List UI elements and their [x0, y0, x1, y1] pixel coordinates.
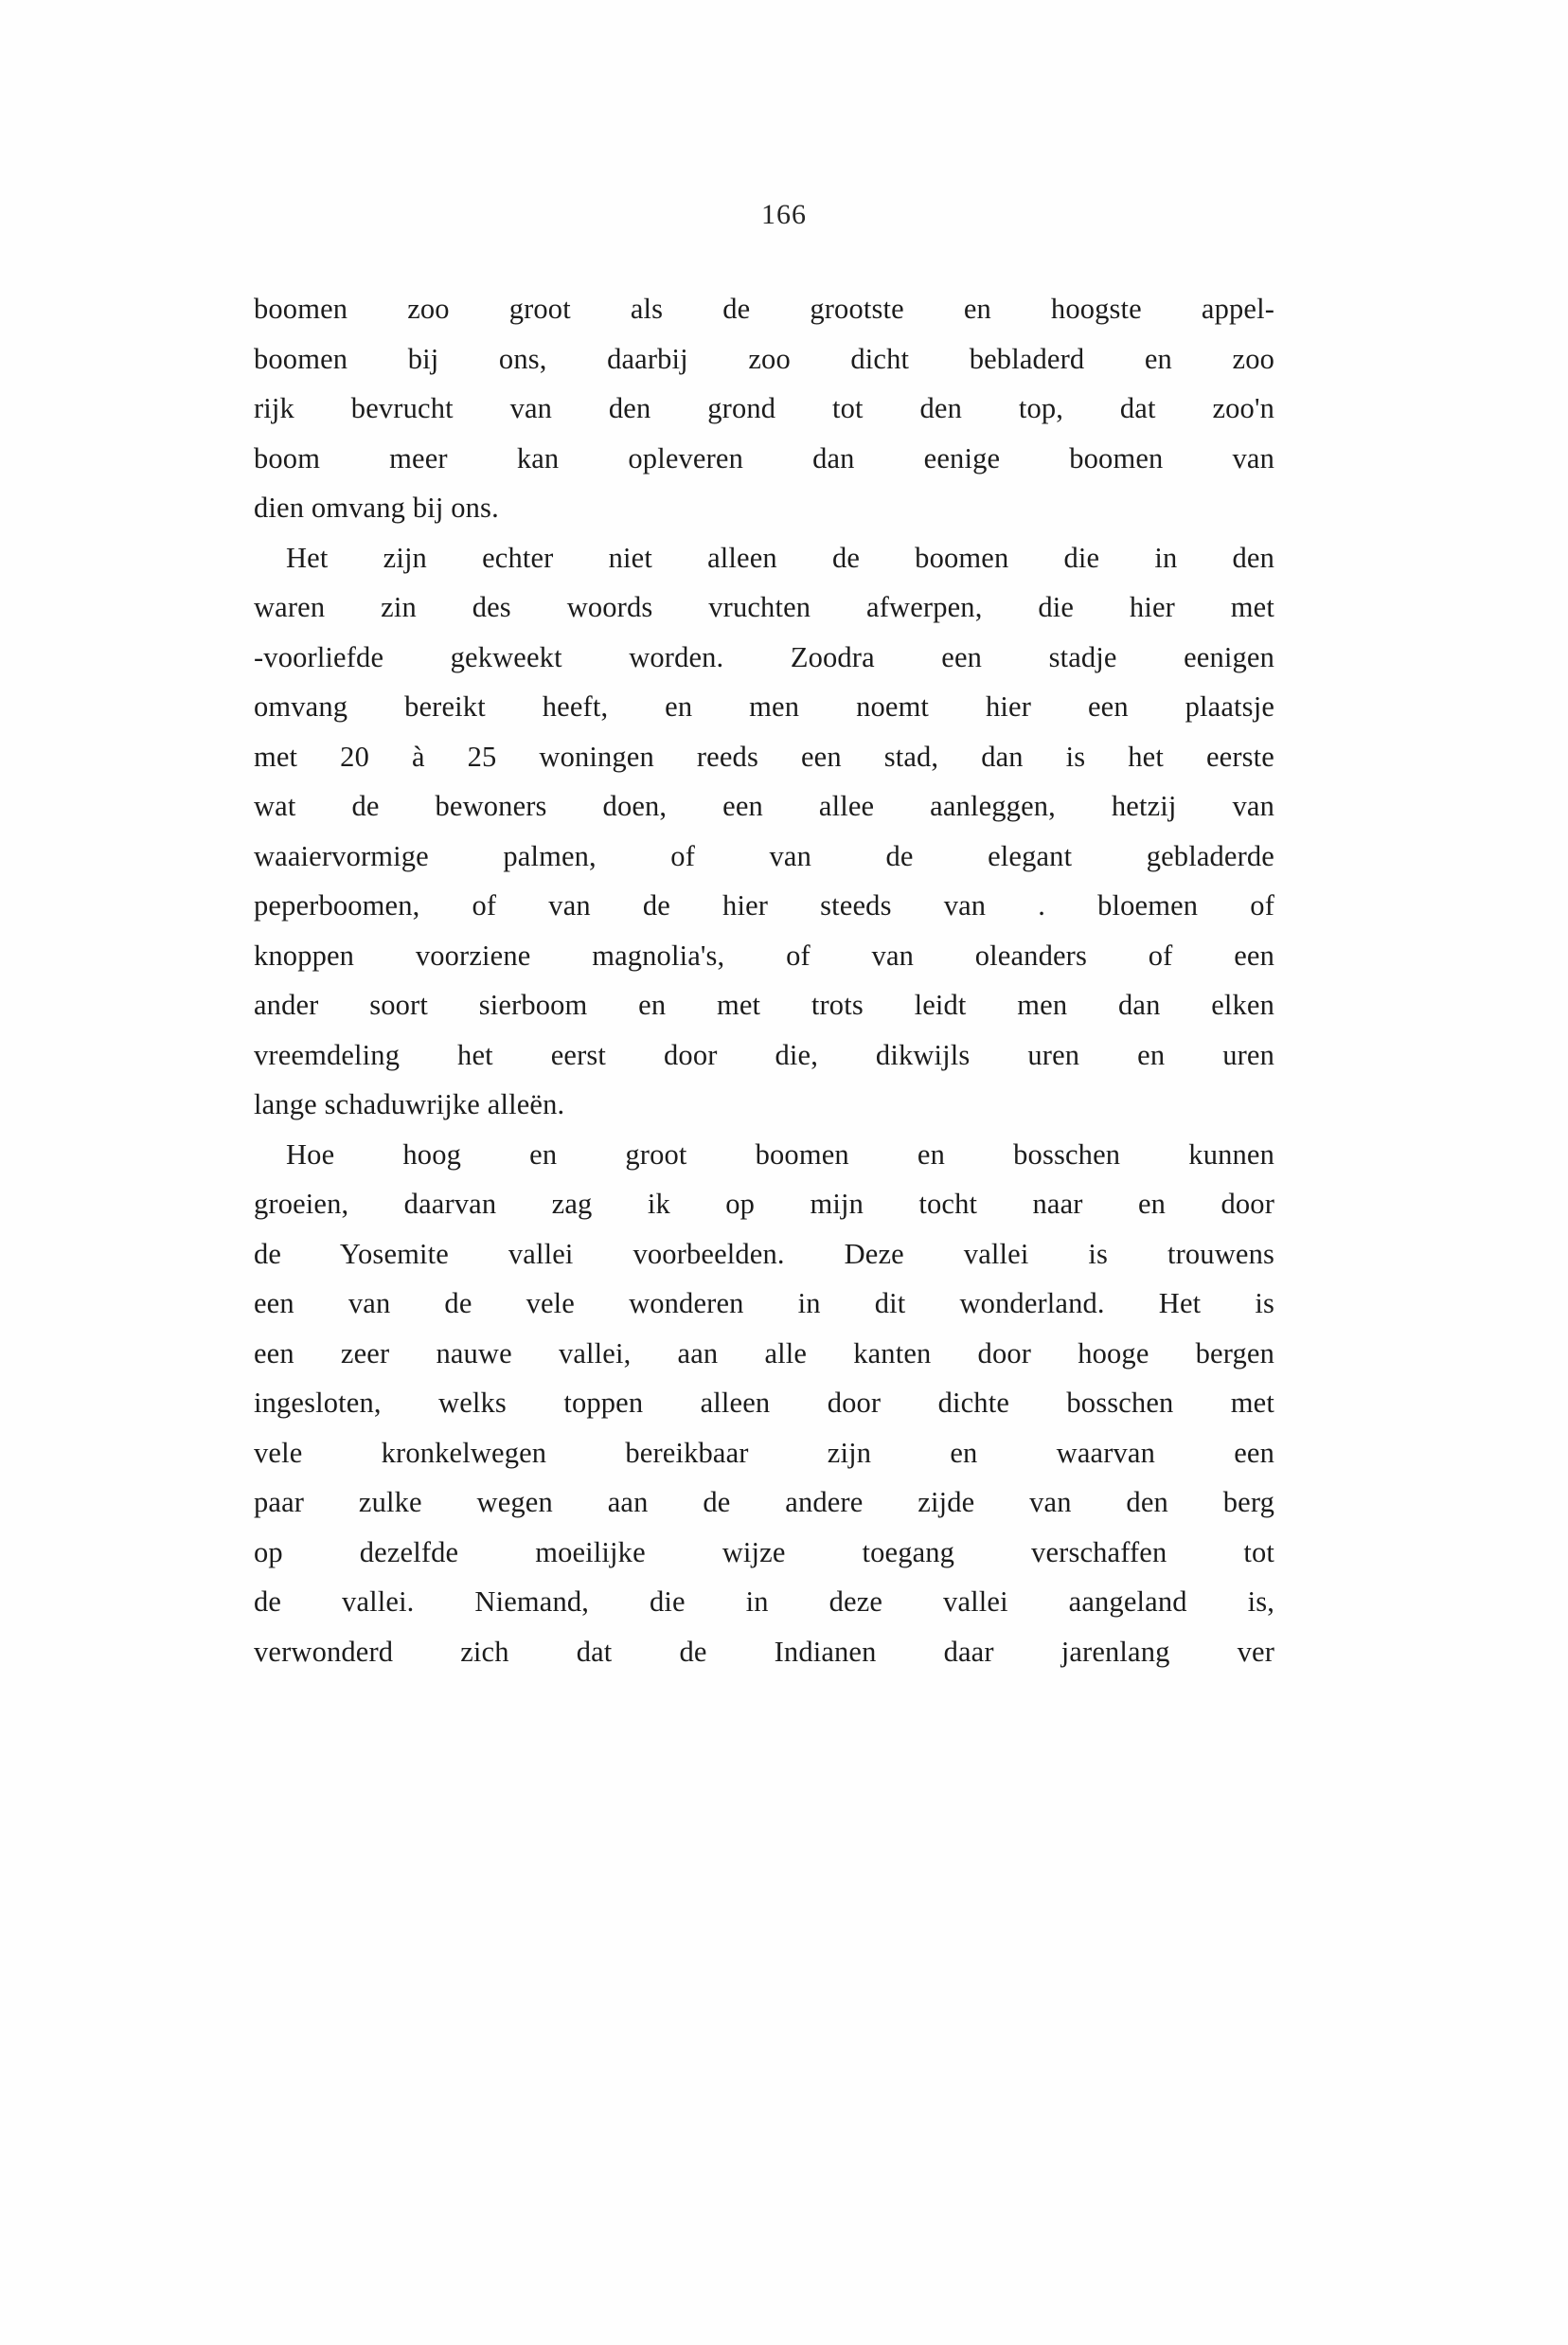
text-line: rijk bevrucht van den grond tot den top, dat zoo'n [254, 392, 1274, 424]
text-line: vele kronkelwegen bereikbaar zijn en waarvan een [254, 1436, 1274, 1469]
text-line: wat de bewoners doen, een allee aanleggen, hetzij van [254, 790, 1274, 822]
text-line: de Yosemite vallei voorbeelden. Deze vallei is trouwens [254, 1237, 1274, 1270]
text-line: groeien, daarvan zag ik op mijn tocht naar en door [254, 1188, 1274, 1220]
paragraph [254, 1130, 1274, 1677]
text-line: ander soort sierboom en met trots leidt men dan elken [254, 989, 1274, 1021]
text-line: omvang bereikt heeft, en men noemt hier een plaatsje [254, 690, 1274, 723]
text-line: waaiervormige palmen, of van de elegant gebladerde [254, 839, 1274, 872]
text-line: knoppen voorziene magnolia's, of van oleanders of een [254, 939, 1274, 972]
text-line: verwonderd zich dat de Indianen daar jarenlang ver [254, 1635, 1274, 1668]
text-line: vreemdeling het eerst door die, dikwijls uren en uren [254, 1038, 1274, 1071]
text-line: boom meer kan opleveren dan eenige boomen van [254, 441, 1274, 474]
text-line: dien omvang bij ons. [254, 492, 499, 524]
text-line: boomen zoo groot als de grootste en hoogste appel- [254, 293, 1274, 325]
page-number: 166 [761, 199, 807, 230]
text-line [254, 1130, 1274, 1180]
text-line: een van de vele wonderen in dit wonderland. Het is [254, 1287, 1274, 1319]
text-line: een zeer nauwe vallei, aan alle kanten door hooge bergen [254, 1336, 1274, 1369]
text-line: op dezelfde moeilijke wijze toegang verschaffen tot [254, 1535, 1274, 1568]
text-line: peperboomen, of van de hier steeds van . bloemen of [254, 889, 1274, 922]
text-line-content: Hoe hoog en groot boomen en bosschen kunnen [286, 1137, 1274, 1171]
paragraph [254, 533, 1274, 1130]
text-line: waren zin des woords vruchten afwerpen, die hier met [254, 591, 1274, 623]
text-line: de vallei. Niemand, die in deze vallei aangeland is, [254, 1585, 1274, 1618]
text-line: paar zulke wegen aan de andere zijde van den berg [254, 1486, 1274, 1518]
text-line: -voorliefde gekweekt worden. Zoodra een stadje eenigen [254, 640, 1274, 673]
text-line: ingesloten, welks toppen alleen door dichte bosschen met [254, 1387, 1274, 1419]
text-line: boomen bij ons, daarbij zoo dicht bebladerd en zoo [254, 342, 1274, 375]
text-line: met 20 à 25 woningen reeds een stad, dan is het eerste [254, 740, 1274, 773]
text-line-content: Het zijn echter niet alleen de boomen die in den [286, 541, 1274, 574]
text-line [254, 533, 1274, 583]
paragraph [254, 284, 1274, 533]
page-body [254, 284, 1274, 1676]
text-line: lange schaduwrijke alleën. [254, 1088, 565, 1120]
